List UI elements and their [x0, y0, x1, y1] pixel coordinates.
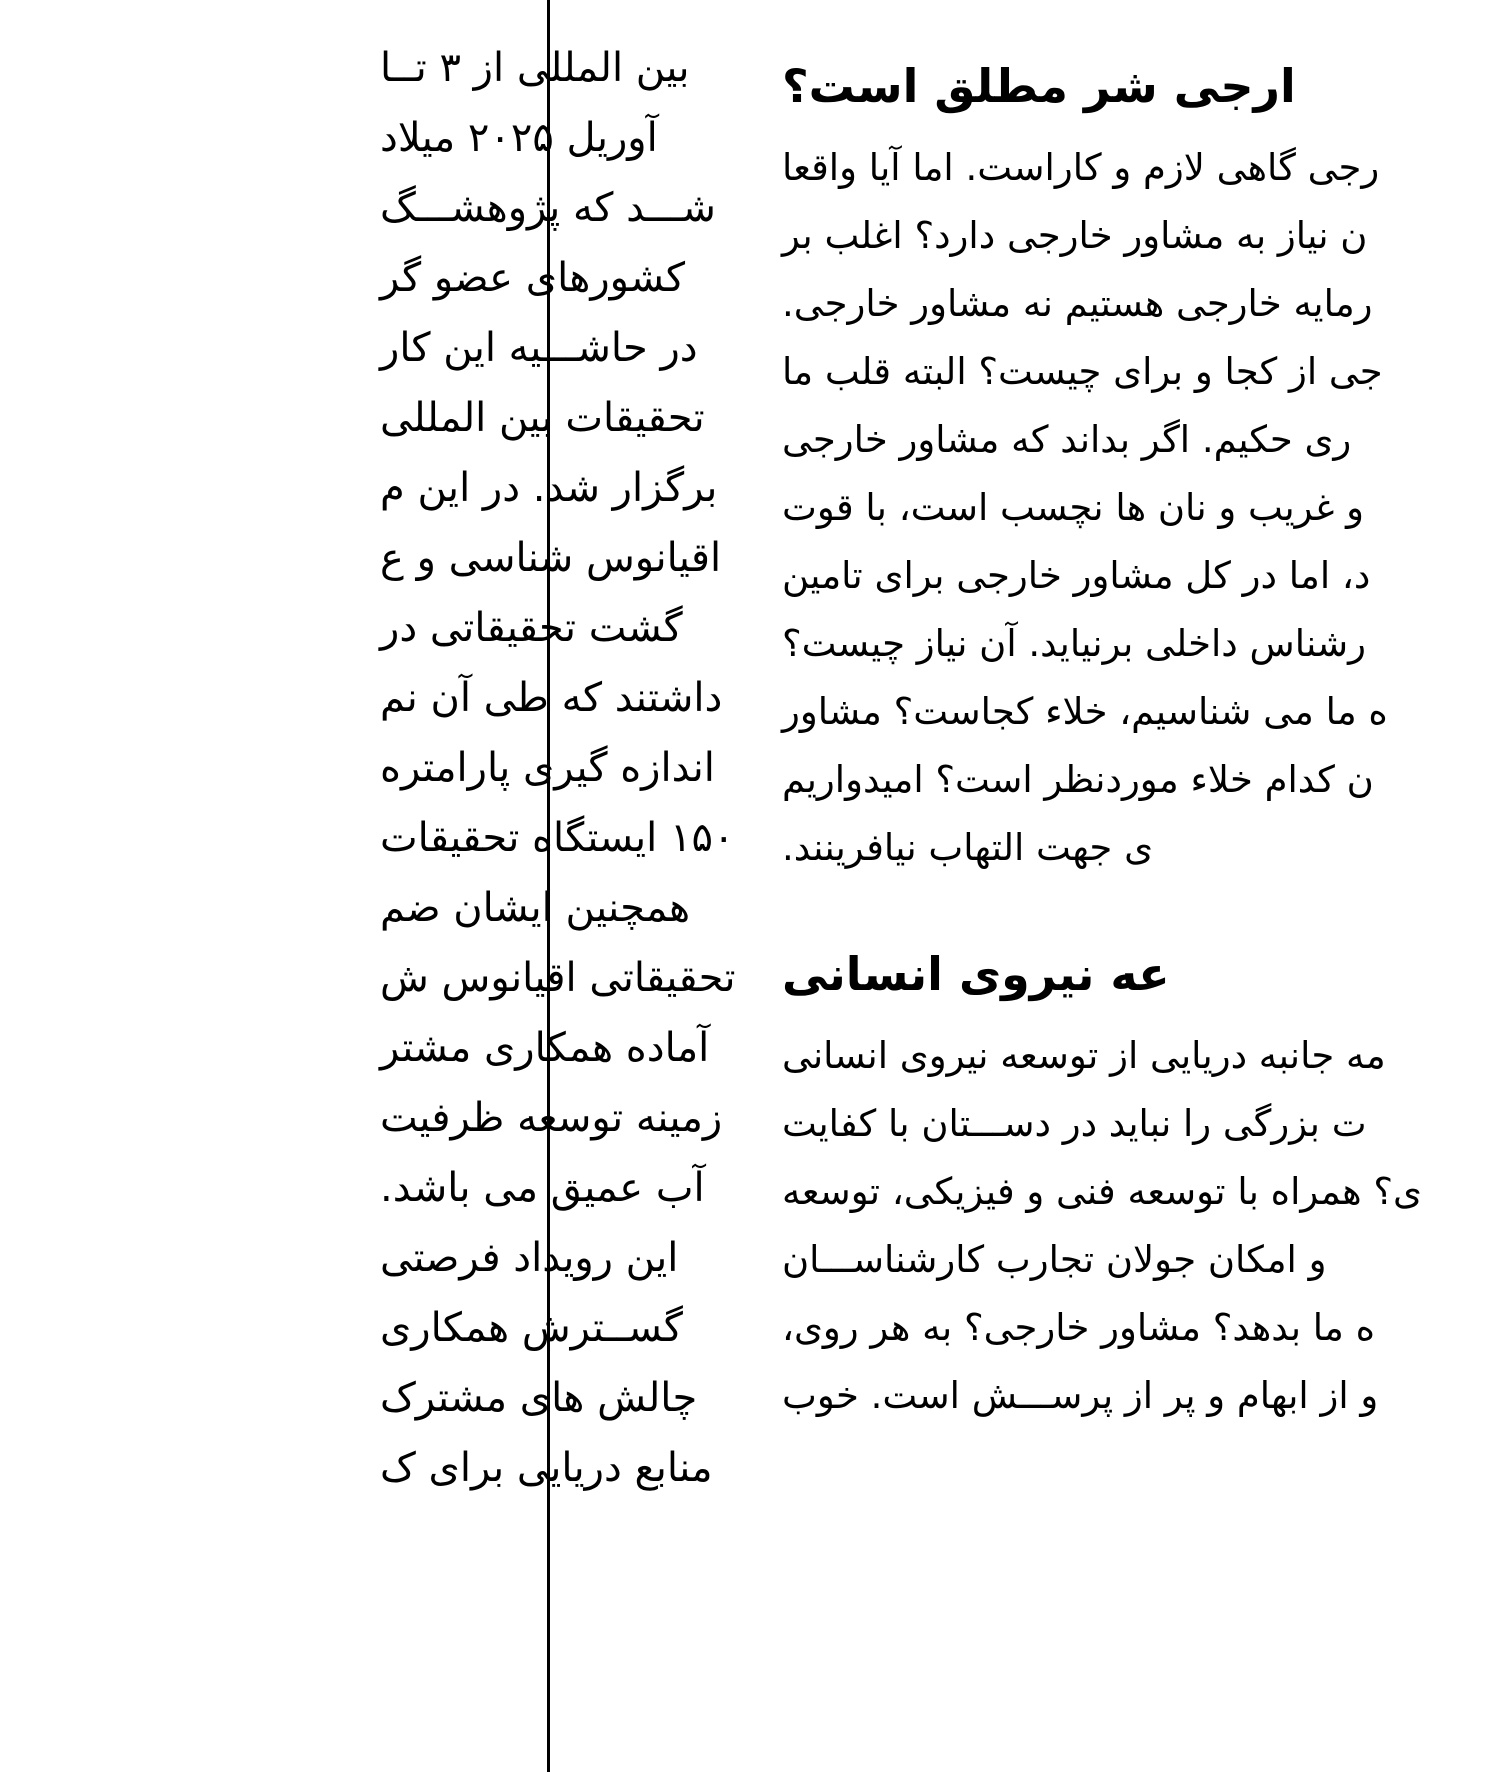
left-line-12: ۱۵۰ ایستگاه تحقیقات [380, 815, 735, 861]
left-line-10: داشتند که طی آن نم [380, 675, 723, 721]
left-line-7: برگزار شد. در این م [380, 465, 718, 511]
section1-line-8: رشناس داخلی برنیاید. آن نیاز چیست؟ [782, 622, 1366, 665]
left-line-5: در حاشـــیه این کار [380, 325, 698, 371]
left-line-21: منابع دریایی برای ک [380, 1445, 713, 1491]
left-line-17: آب عمیق می باشد. [380, 1165, 705, 1211]
section1-line-11: ی جهت التهاب نیافرینند. [782, 826, 1154, 869]
left-line-19: گســترش همکاری [380, 1305, 683, 1351]
left-line-18: این رویداد فرصتی [380, 1235, 679, 1281]
left-line-3: شـــد که پژوهشـــگ [380, 185, 716, 231]
section1-line-9: ه ما می شناسیم، خلاء کجاست؟ مشاور [782, 690, 1388, 733]
section1-line-10: ن کدام خلاء موردنظر است؟ امیدواریم [782, 758, 1374, 801]
left-line-14: تحقیقاتی اقیانوس ش [380, 955, 736, 1001]
section2-line-1: مه جانبه دریایی از توسعه نیروی انسانی [782, 1034, 1386, 1077]
left-line-4: کشورهای عضو گر [380, 255, 686, 301]
section1-line-3: رمایه خارجی هستیم نه مشاور خارجی. [782, 282, 1373, 325]
left-line-16: زمینه توسعه ظرفیت [380, 1095, 723, 1141]
section1-line-5: ری حکیم. اگر بداند که مشاور خارجی [782, 418, 1352, 461]
left-line-8: اقیانوس شناسی و ع [380, 535, 722, 581]
left-line-6: تحقیقات بین المللی [380, 395, 705, 441]
section2-line-2: ت بزرگی را نباید در دســـتان با کفایت [782, 1102, 1367, 1145]
section1-line-7: د، اما در کل مشاور خارجی برای تامین [782, 554, 1371, 597]
section1-line-1: رجی گاهی لازم و کاراست. اما آیا واقعا [782, 146, 1380, 189]
section2-line-5: ه ما بدهد؟ مشاور خارجی؟ به هر روی، [782, 1306, 1375, 1349]
left-line-11: اندازه گیری پارامتره [380, 745, 715, 791]
left-line-2: آوریل ۲۰۲۵ میلاد [380, 115, 658, 161]
section2-line-4: و امکان جولان تجارب کارشناســـان [782, 1238, 1327, 1281]
section1-line-6: و غریب و نان ها نچسب است، با قوت [782, 486, 1365, 529]
left-line-20: چالش های مشترک [380, 1375, 698, 1421]
section1-line-4: جی از کجا و برای چیست؟ البته قلب ما [782, 350, 1383, 393]
section1-line-2: ن نیاز به مشاور خارجی دارد؟ اغلب بر [782, 214, 1368, 257]
section2-heading: عه نیروی انسانی [782, 947, 1170, 1001]
left-line-1: بین المللی از ۳ تــا [380, 45, 690, 91]
section2-line-6: و از ابهام و پر از پرســـش است. خوب [782, 1374, 1379, 1417]
left-line-13: همچنین ایشان ضم [380, 885, 691, 931]
section2-line-3: ی؟ همراه با توسعه فنی و فیزیکی، توسعه [782, 1170, 1423, 1213]
section1-heading: ارجی شر مطلق است؟ [782, 59, 1296, 113]
left-line-9: گشت تحقیقاتی در [380, 605, 683, 651]
left-line-15: آماده همکاری مشتر [380, 1025, 710, 1071]
